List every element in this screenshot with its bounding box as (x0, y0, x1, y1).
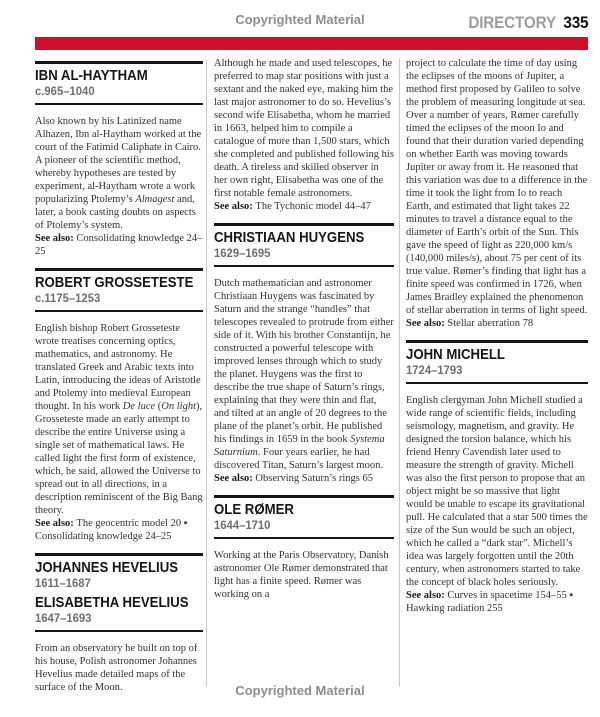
entry-dates: c.965–1040 (35, 84, 95, 98)
see-also-line: See also: Consolidating knowledge 24–25 (35, 233, 203, 257)
text-column-3 (406, 57, 588, 615)
entry-dates: 1629–1695 (214, 246, 271, 260)
body-paragraph (214, 549, 394, 601)
italic-text: Almagest (135, 194, 175, 205)
body-text-segment: . Four years earlier, he had discovered Titan, Saturn’s largest moon. (214, 447, 383, 471)
entry-name: JOHN MICHELL (406, 346, 505, 363)
entry-name: ROBERT GROSSETESTE (35, 274, 194, 291)
bottom-watermark: Copyrighted Material (235, 683, 365, 698)
entry-name: CHRISTIAAN HUYGENS (214, 229, 365, 246)
see-also-label: See also: (35, 518, 77, 529)
entry-heading (214, 495, 394, 539)
column-divider (399, 59, 400, 687)
body-text-segment: Although he made and used telescopes, he preferred to map star positions with just a sextant and the naked eye, making him the last major astronomer to do so. Hevelius’s second wife Elisabetha, whom he married in 1663, helped him to compile a catalogue of more than 1,500 stars, which she completed and published following his death. A tireless and skilled observer in her own right, Elisabetha was one of the first notable female astronomers. (214, 58, 394, 199)
text-column-2 (214, 57, 394, 601)
top-watermark: Copyrighted Material (235, 12, 365, 27)
body-text-segment: English bishop Robert Grosseteste wrote treatises concerning optics, mathematics, and astronomy. He translated Greek and Arabic texts into Latin, introducing the ideas of Aristotle and Ptolemy into medieval European thought. In his work (35, 323, 201, 412)
see-also-label: See also: (214, 473, 256, 484)
body-text-segment: ), Grosseteste made an early attempt to describe the entire Universe using a single set of mathematical laws. He called light the first form of existence, which, he said, allowed the Universe to spread out in all directions, in a description reminiscent of the Big Bang theory. (35, 401, 203, 516)
body-paragraph (406, 57, 588, 317)
italic-text: De luce (122, 401, 156, 412)
page-header (468, 13, 588, 33)
see-also-label: See also: (35, 233, 77, 244)
body-text-segment: project to calculate the time of day using the eclipses of the moons of Jupiter, a method first proposed by Galileo to solve the problem of measuring longitude at sea. Over a number of years, Rømer carefully timed the eclipses of the moon Io and found that their duration varied depending on whether Earth was moving towards Jupiter or away from it. He reasoned that this variation was due to a difference in the time it took the light from Io to reach Earth, and estimated that light takes 22 minutes to travel a distance equal to the diameter of Earth’s orbit of the Sun. This gave the speed of light as 220,000 km/s (140,000 miles/s), about 75 per cent of its true value. Rømer’s finding that light has a finite speed was confirmed in 1726, when James Bradley explained the phenomenon of stellar aberration in terms of light speed. (406, 58, 588, 316)
column-divider (206, 59, 207, 687)
entry-dates: 1611–1687 (35, 576, 91, 590)
entry-heading (35, 553, 203, 632)
see-also-line: See also: Observing Saturn’s rings 65 (214, 473, 373, 484)
entry-dates: c.1175–1253 (35, 291, 101, 305)
red-accent-bar (35, 37, 588, 50)
body-text-segment: Working at the Paris Observatory, Danish astronomer Ole Rømer demonstrated that light has a finite speed. Rømer was working on a (214, 550, 389, 600)
entry-heading (406, 340, 588, 384)
entry-heading (35, 61, 203, 105)
body-text-segment: ( (155, 401, 162, 412)
body-paragraph (35, 115, 203, 232)
entry-name: JOHANNES HEVELIUS (35, 559, 179, 576)
body-paragraph (406, 394, 588, 589)
page-number: 335 (563, 13, 588, 32)
body-text-segment: English clergyman John Michell studied a wide range of scientific fields, including seismology, magnetism, and gravity. He designed the torsion balance, which his friend Henry Cavendish later used to measure the strength of gravity. Michell was also the first person to propose that an object might be so massive that light would be unable to escape its gravitational pull. He calculated that a star 500 times the size of the Sun would be such an object, which he called a “dark star”. Michell’s idea was largely forgotten until the 20th century, when astronomers started to take the concept of black holes seriously. (406, 395, 588, 588)
body-paragraph (35, 322, 203, 517)
entry-heading (214, 223, 394, 267)
directory-label: DIRECTORY (467, 13, 556, 32)
body-text-segment: and, later, a book casting doubts on aspects of Ptolemy’s system. (35, 194, 196, 231)
see-also-line: See also: The Tychonic model 44–47 (214, 201, 371, 212)
entry-name: IBN AL-HAYTHAM (35, 67, 148, 84)
entry-name: OLE RØMER (214, 501, 294, 518)
body-paragraph (214, 57, 394, 200)
italic-text: On light (161, 401, 196, 412)
body-text-segment: From an observatory he built on top of his house, Polish astronomer Johannes Hevelius made detailed maps of the surface of the Moon. (35, 643, 198, 693)
body-text-segment: Dutch mathematician and astronomer Christiaan Huygens was fascinated by Saturn and the strange “handles” that telescopes revealed to protrude from either side of it. With his brother Constantijn, he constructed a powerful telescope with improved lenses through which to study the planet. Huygens was the first to describe the true shape of Saturn’s rings, explaining that they were thin and flat, and tilted at an angle of 20 degrees to the plane of the planet’s orbit. He published his findings in 1659 in the book (214, 278, 394, 445)
see-also-line: See also: The geocentric model 20 ▪ Consolidating knowledge 24–25 (35, 518, 188, 542)
see-also-label: See also: (214, 201, 256, 212)
text-columns (35, 57, 588, 691)
see-also-label: See also: (406, 590, 448, 601)
body-paragraph (214, 277, 394, 472)
see-also-line: See also: Stellar aberration 78 (406, 318, 534, 329)
text-column-1 (35, 57, 203, 694)
entry-dates: 1724–1793 (406, 363, 463, 377)
see-also-line: See also: Curves in spacetime 154–55 ▪ Hawking radiation 255 (406, 590, 574, 614)
entry-heading (35, 268, 203, 312)
entry-name: ELISABETHA HEVELIUS (35, 594, 189, 611)
body-text-segment: Also known by his Latinized name Alhazen, Ibn al-Haytham worked at the court of the Fatimid Caliphate in Cairo. A pioneer of the scientific method, whereby hypotheses are tested by experiment, al-Haytham wrote a work popularizing Ptolemy’s (35, 116, 202, 205)
entry-dates: 1647–1693 (35, 611, 92, 625)
entry-dates: 1644–1710 (214, 518, 271, 532)
see-also-label: See also: (406, 318, 448, 329)
italic-text: Systema Saturnium (214, 434, 385, 458)
